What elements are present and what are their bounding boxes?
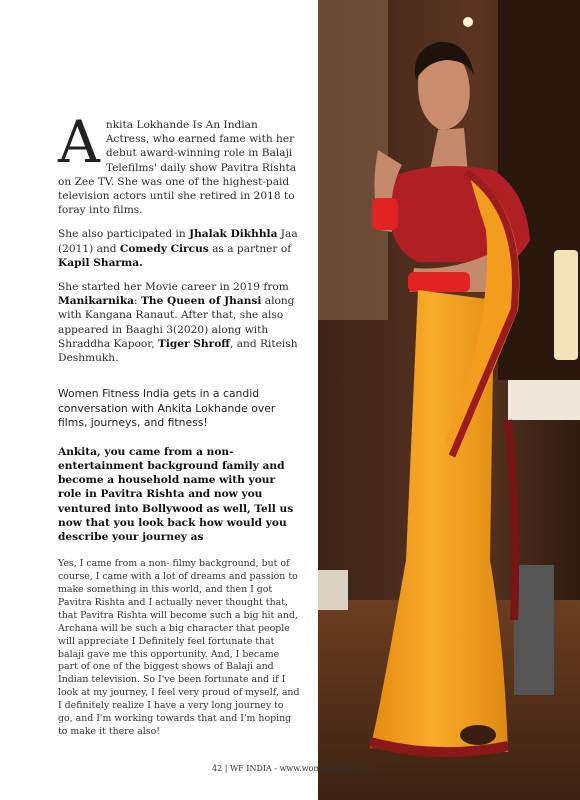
interview-answer: Yes, I came from a non- filmy background, but of course, I came with a lot of dreams and passion to make something in this world, and then I got Pavitra Rishta and I actually never thought that, that Pavitra Rishta will become such a big hit and, Archana will be such a big character that people will appreciate I Definitely feel fortunate that balaji gave me this opportunity. And, I became part of one of the biggest shows of Balaji and Indian television. So I've been fortunate and if I look at my journey, I feel very proud of myself, and I definitely realize I have a very long journey to go, and I'm working towards that and I'm hoping to make it there also! [58, 558, 300, 737]
sandal [460, 725, 496, 745]
cosmetic-bottle [554, 250, 578, 360]
p3-bold-tiger-shroff: Tiger Shroff [157, 337, 230, 350]
trash-bin [514, 565, 554, 695]
p2-bold-jhalak: Jhalak Dikhhla [189, 228, 278, 241]
article-body [58, 108, 300, 739]
p2-bold-comedy-circus: Comedy Circus [119, 242, 209, 255]
intro-paragraph [58, 108, 300, 217]
p3-text-c: : [134, 295, 141, 308]
interview-question: Ankita, you came from a non-entertainment background family and become a household name with your role in Pavitra Rishta and now you ventured into Bollywood as well, Tell us now that you look back how would you describe your journey as [58, 445, 294, 543]
p2-bold-kapil: Kapil Sharma. [58, 256, 143, 269]
page-footer: 42 | WF INDIA - www.womenfitness.org [212, 764, 374, 773]
lead-paragraph: Women Fitness India gets in a candid conversation with Ankita Lokhande over films, journeys, and fitness! [58, 387, 276, 430]
p2-text-d: as a partner of [208, 242, 292, 255]
bangles-left [372, 198, 398, 230]
paragraph-tv-shows [58, 227, 300, 270]
intro-text: nkita Lokhande Is An Indian Actress, who earned fame with her debut award-winning role in Balaji Telefilms' daily show Pavitra Rishta on Zee TV. She was one of the highest-paid television actors until she retired in 2018 to foray into films. [58, 119, 297, 217]
p3-bold-manikarnika: Manikarnika [58, 295, 135, 308]
p2-text-c: Jaa (2011) and [58, 228, 298, 255]
paragraph-movie-career [58, 280, 300, 365]
cup [318, 570, 348, 610]
p3-text-d: along with Kangana Ranaut. After that, she also appeared in Baaghi 3(2020) along with Shraddha Kapoor, [58, 295, 295, 350]
vanity-light [463, 17, 473, 27]
table-top [508, 380, 580, 420]
portrait-illustration [318, 0, 580, 800]
drop-cap: A [58, 108, 100, 176]
p2-text-a: She also participated in [58, 228, 190, 241]
p3-bold-queen-of-jhansi: The Queen of Jhansi [140, 295, 262, 308]
p3-text-a: She started her Movie career in 2019 from [58, 281, 289, 294]
portrait-photo [318, 0, 580, 800]
bangles-right [408, 272, 470, 292]
p3-text-e: , and Riteish Deshmukh. [58, 337, 298, 365]
